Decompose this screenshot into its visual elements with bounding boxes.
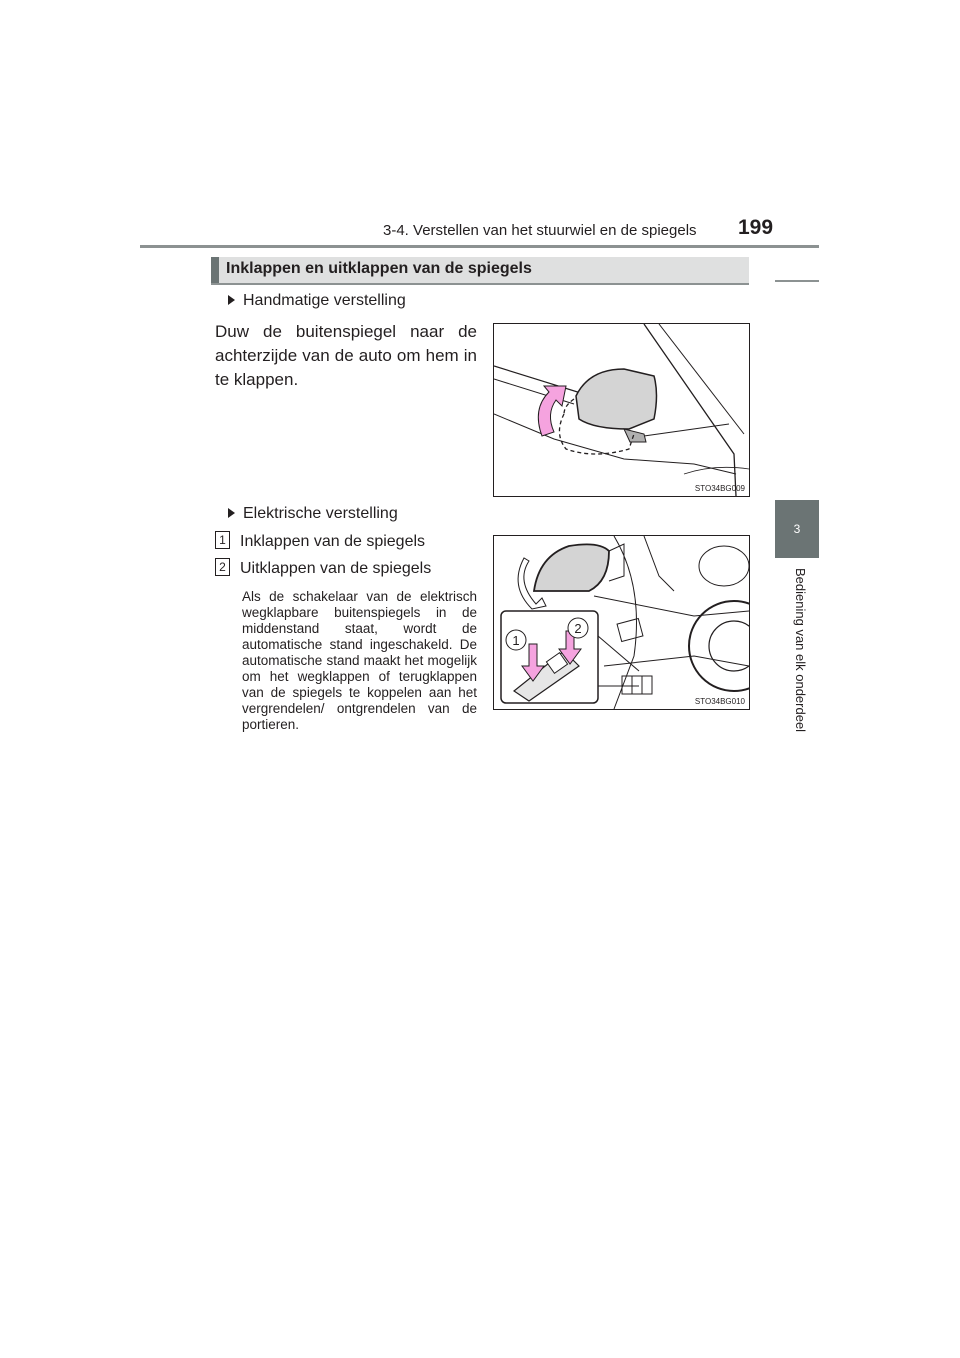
section-title: Inklappen en uitklappen van de spiegels [226, 260, 532, 277]
manual-heading [228, 292, 406, 310]
section-accent [211, 257, 219, 283]
manual-text: Duw de buitenspiegel naar de achterzijde van de auto om hem in te klappen. [215, 322, 477, 389]
triangle-bullet-icon [228, 508, 235, 518]
list-item-label: Uitklappen van de spiegels [240, 560, 432, 578]
figure-manual-mirror [493, 323, 750, 497]
switch-illustration [494, 536, 749, 709]
number-badge: 1 [215, 531, 230, 549]
figure-electric-switch [493, 535, 750, 710]
figure-code: STO34BG010 [694, 697, 745, 706]
header-rule [140, 245, 819, 248]
list-item-label: Inklappen van de spiegels [240, 533, 426, 551]
side-rule [775, 280, 819, 282]
electric-heading [228, 505, 398, 523]
electric-heading-label: Elektrische verstelling [243, 505, 398, 522]
list-item-fold [215, 533, 425, 551]
chapter-label: Bediening van elk onderdeel [793, 568, 808, 733]
triangle-bullet-icon [228, 295, 235, 305]
number-badge: 2 [215, 558, 230, 576]
mirror-fold-illustration [494, 324, 749, 496]
manual-heading-label: Handmatige verstelling [243, 292, 406, 309]
figure-code: STO34BG009 [694, 484, 745, 493]
list-item-unfold [215, 560, 431, 578]
section-header [211, 257, 749, 285]
callout-2: 2 [574, 621, 582, 636]
page-number: 199 [738, 216, 774, 239]
callout-1: 1 [512, 633, 520, 648]
electric-note: Als de schakelaar van de elektrisch wegklapbare buitenspiegels in de middenstand staat, wordt de automatische stand ingeschakeld. De automatische stand maakt het mogelijk om het wegklappen of terugklappen van de spiegels te koppelen aan het vergrendelen/ ontgrendelen van de portieren. [242, 589, 477, 732]
running-head: 3-4. Verstellen van het stuurwiel en de spiegels [383, 222, 697, 239]
chapter-tab[interactable]: 3 [775, 500, 819, 558]
